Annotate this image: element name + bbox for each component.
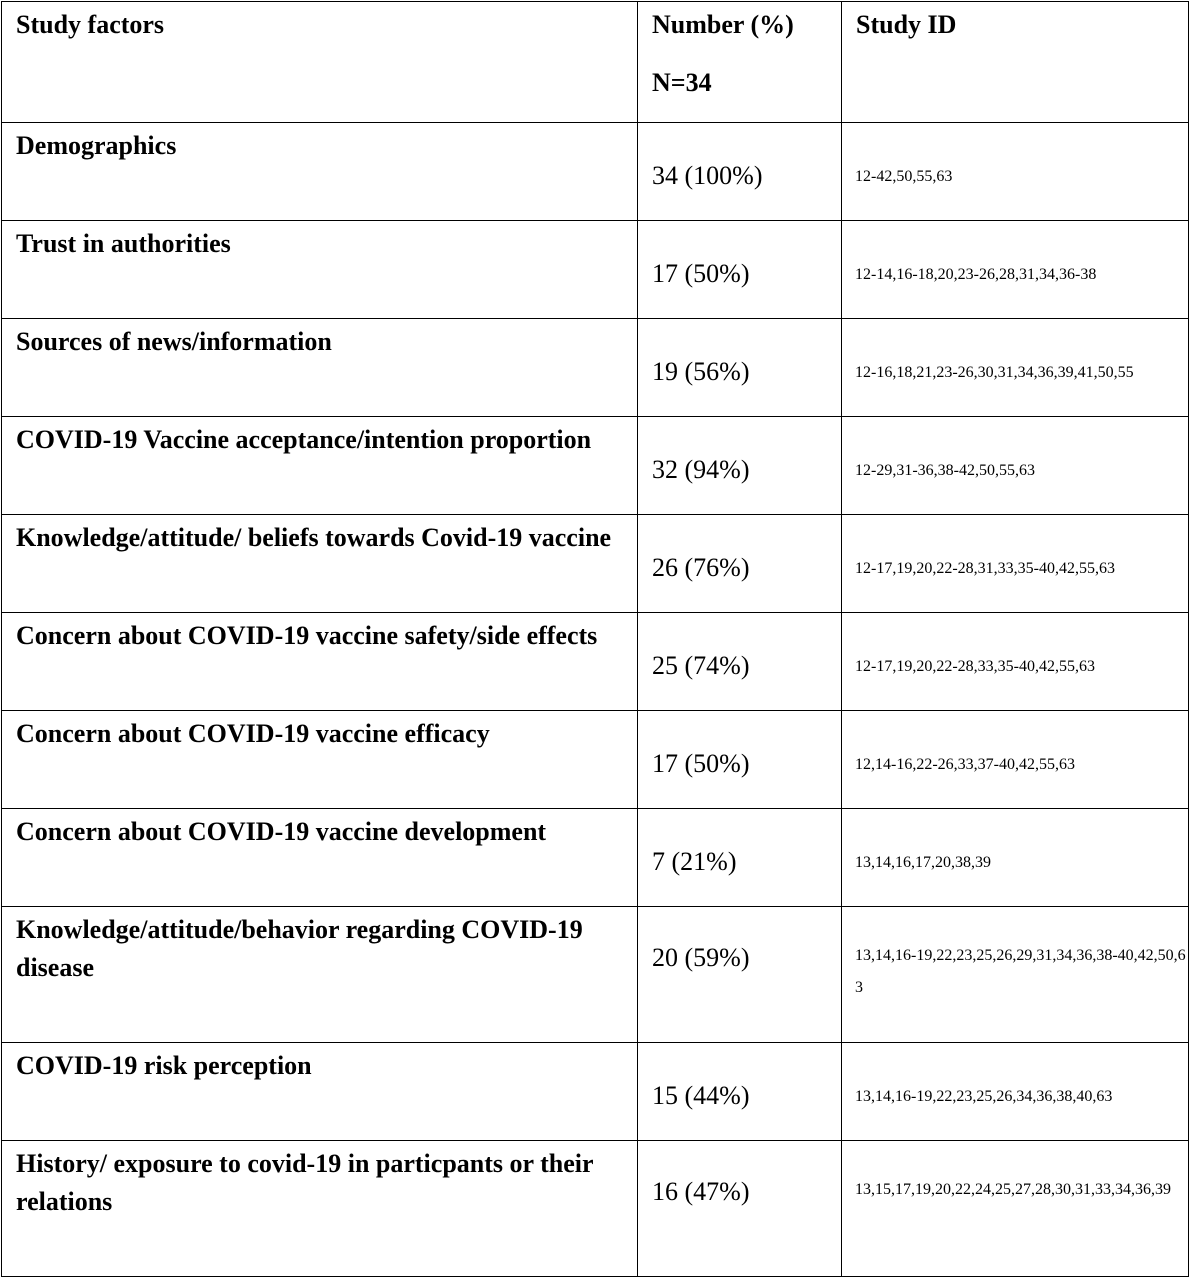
row-factor: Knowledge/attitude/ beliefs towards Covid-19 vaccine [2, 515, 638, 613]
row-study-ids: 12-14,16-18,20,23-26,28,31,34,36-38 [842, 221, 1189, 319]
row-factor: Knowledge/attitude/behavior regarding COVID-19 disease [2, 907, 638, 1043]
row-study-ids: 13,14,16,17,20,38,39 [842, 809, 1189, 907]
row-number: 26 (76%) [638, 515, 842, 613]
row-study-ids: 12-17,19,20,22-28,33,35-40,42,55,63 [842, 613, 1189, 711]
table-row [2, 711, 1189, 809]
row-number: 20 (59%) [638, 907, 842, 1043]
table-row [2, 123, 1189, 221]
header-study-factors [2, 2, 638, 123]
table-row [2, 1043, 1189, 1141]
row-number: 25 (74%) [638, 613, 842, 711]
row-factor: History/ exposure to covid-19 in particpants or their relations [2, 1141, 638, 1277]
table-row [2, 417, 1189, 515]
header-study-id-label: Study ID [856, 10, 957, 39]
row-study-ids: 12-16,18,21,23-26,30,31,34,36,39,41,50,55 [842, 319, 1189, 417]
study-factors-table [1, 1, 1189, 1277]
table-row [2, 907, 1189, 1043]
row-study-ids: 13,14,16-19,22,23,25,26,34,36,38,40,63 [842, 1043, 1189, 1141]
table-row [2, 809, 1189, 907]
header-number [638, 2, 842, 123]
table-row [2, 515, 1189, 613]
row-number: 17 (50%) [638, 711, 842, 809]
row-number: 17 (50%) [638, 221, 842, 319]
table-row [2, 613, 1189, 711]
row-number: 15 (44%) [638, 1043, 842, 1141]
table-row [2, 1141, 1189, 1277]
header-number-label: Number (%) [652, 10, 794, 39]
header-n-label: N=34 [652, 68, 712, 97]
row-factor: Concern about COVID-19 vaccine safety/side effects [2, 613, 638, 711]
row-factor: Sources of news/information [2, 319, 638, 417]
table-header-row [2, 2, 1189, 123]
row-factor: Trust in authorities [2, 221, 638, 319]
row-study-ids: 12-17,19,20,22-28,31,33,35-40,42,55,63 [842, 515, 1189, 613]
row-study-ids: 13,15,17,19,20,22,24,25,27,28,30,31,33,34,36,39 [842, 1141, 1189, 1277]
row-factor: COVID-19 Vaccine acceptance/intention proportion [2, 417, 638, 515]
row-number: 34 (100%) [638, 123, 842, 221]
header-study-id [842, 2, 1189, 123]
row-factor: Concern about COVID-19 vaccine efficacy [2, 711, 638, 809]
row-number: 7 (21%) [638, 809, 842, 907]
row-factor: Demographics [2, 123, 638, 221]
row-number: 19 (56%) [638, 319, 842, 417]
row-number: 16 (47%) [638, 1141, 842, 1277]
row-study-ids: 12-42,50,55,63 [842, 123, 1189, 221]
row-study-ids: 12,14-16,22-26,33,37-40,42,55,63 [842, 711, 1189, 809]
row-factor: COVID-19 risk perception [2, 1043, 638, 1141]
row-factor: Concern about COVID-19 vaccine development [2, 809, 638, 907]
table-row [2, 319, 1189, 417]
table-row [2, 221, 1189, 319]
row-study-ids: 12-29,31-36,38-42,50,55,63 [842, 417, 1189, 515]
row-study-ids: 13,14,16-19,22,23,25,26,29,31,34,36,38-40,42,50,63 [842, 907, 1189, 1043]
row-number: 32 (94%) [638, 417, 842, 515]
header-study-factors-label: Study factors [16, 10, 165, 39]
